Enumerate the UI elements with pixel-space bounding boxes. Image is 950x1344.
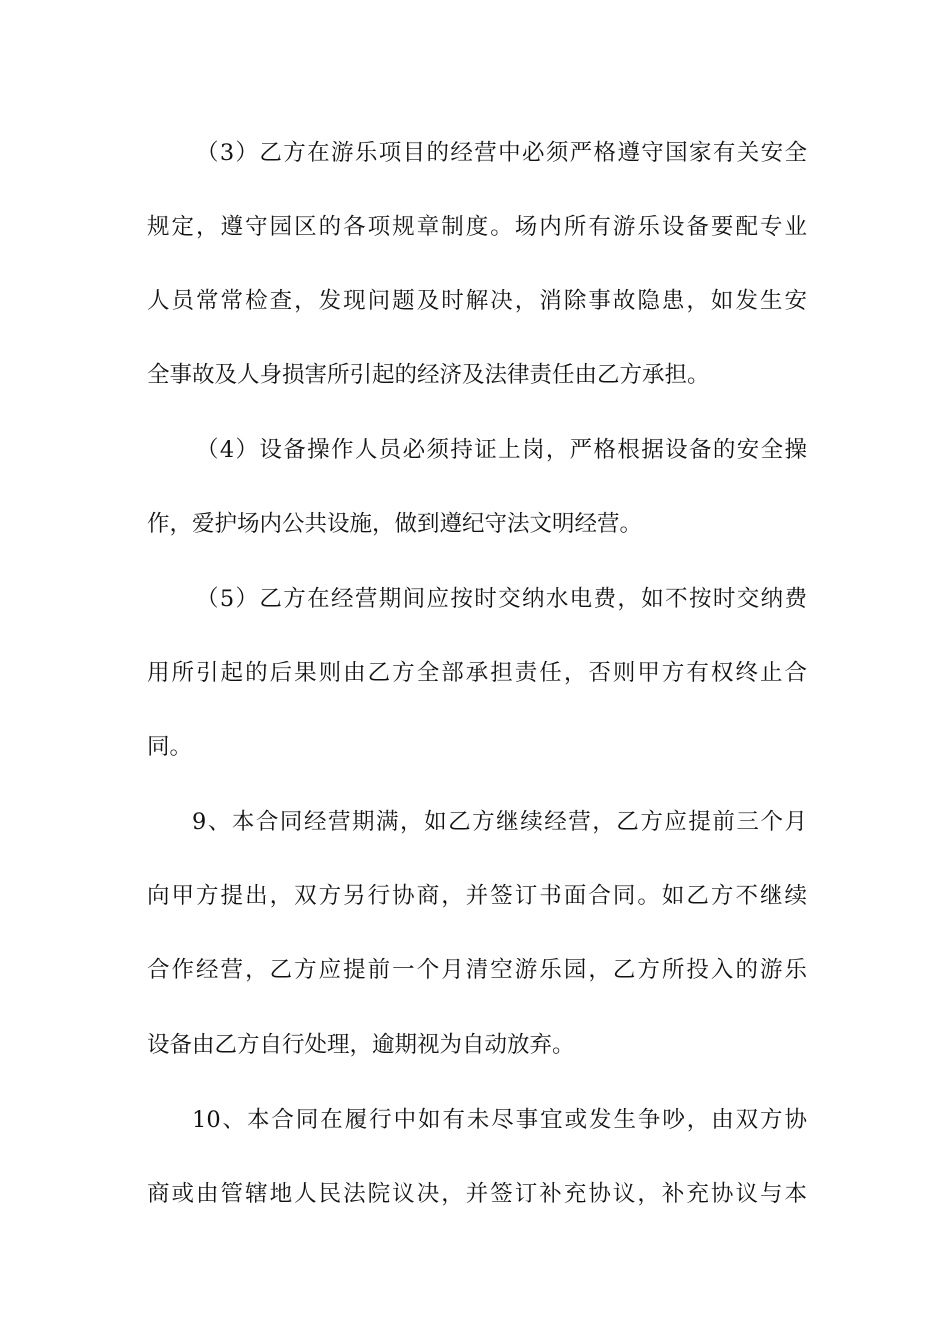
paragraph-line: （5）乙方在经营期间应按时交纳水电费，如不按时交纳费 [196,586,807,612]
paragraph-line: 商或由管辖地人民法院议决，并签订补充协议，补充协议与本 [147,1181,807,1207]
paragraph-line: 向甲方提出，双方另行协商，并签订书面合同。如乙方不继续 [147,883,807,909]
paragraph-line: 用所引起的后果则由乙方全部承担责任，否则甲方有权终止合 [147,660,807,686]
paragraph-line: 规定，遵守园区的各项规章制度。场内所有游乐设备要配专业 [147,214,807,240]
paragraph-line: 合作经营，乙方应提前一个月清空游乐园，乙方所投入的游乐 [147,957,807,983]
paragraph-line: 同。 [147,734,193,760]
paragraph-line: （3）乙方在游乐项目的经营中必须严格遵守国家有关安全 [196,140,807,166]
paragraph-line: 10、本合同在履行中如有未尽事宜或发生争吵，由双方协 [192,1107,807,1133]
paragraph-line: 设备由乙方自行处理，逾期视为自动放弃。 [147,1032,575,1058]
paragraph-line: 全事故及人身损害所引起的经济及法律责任由乙方承担。 [147,362,710,388]
paragraph-line: 9、本合同经营期满，如乙方继续经营，乙方应提前三个月 [192,809,807,835]
paragraph-line: 作，爱护场内公共设施，做到遵纪守法文明经营。 [147,511,643,537]
paragraph-line: （4）设备操作人员必须持证上岗，严格根据设备的安全操 [196,437,807,463]
paragraph-line: 人员常常检查，发现问题及时解决，消除事故隐患，如发生安 [147,288,807,314]
